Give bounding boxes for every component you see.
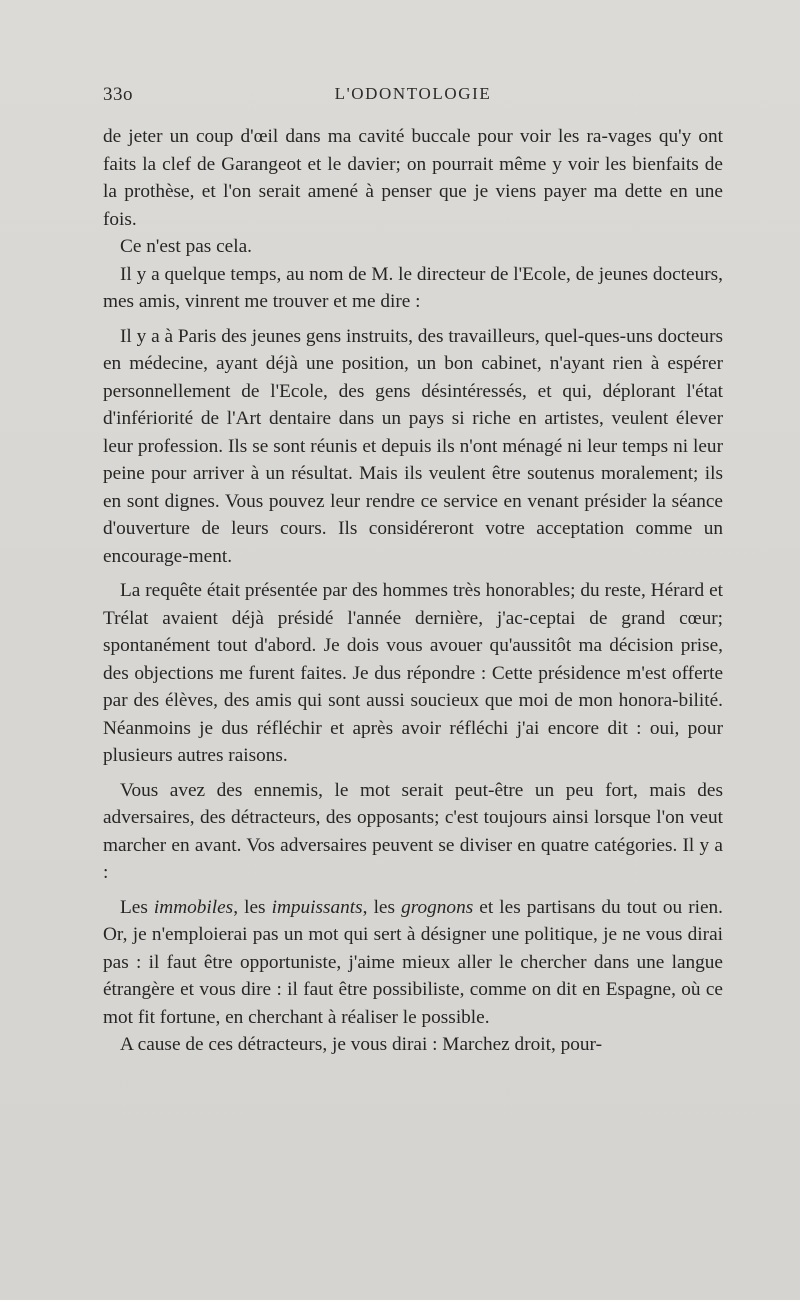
p7-text-3: , les — [362, 896, 402, 918]
paragraph-3: Il y a quelque temps, au nom de M. le directeur de l'Ecole, de jeunes docteurs, mes amis, vinrent me trouver et me dire : — [103, 263, 723, 312]
paragraph-7 — [103, 894, 723, 1032]
paragraph-6: Vous avez des ennemis, le mot serait peut-être un peu fort, mais des adversaires, des détracteurs, des opposants; c'est toujours ainsi lorsque l'on veut marcher en avant. Vos adversaires peuvent se diviser en quatre catégories. Il y a : — [103, 779, 723, 883]
p7-italic-grognons: grognons — [401, 896, 474, 918]
p7-text-1: Les — [120, 896, 154, 918]
running-title: L'ODONTOLOGIE — [334, 84, 492, 103]
paragraph-2: Ce n'est pas cela. — [120, 236, 252, 257]
paragraph-5: La requête était présentée par des hommes très honorables; du reste, Hérard et Trélat avaient déjà présidé l'année dernière, j'ac-ceptai de grand cœur; spontanément tout d'abord. Je dois vous avouer qu'aussitôt ma décision prise, des objections me furent faites. Je dus répondre : Cette présidence m'est offerte par des élèves, des amis qui sont aussi soucieux que moi de mon honora-bilité. Néanmoins je dus réfléchir et après avoir réfléchi j'ai encore dit : oui, pour plusieurs autres raisons. — [103, 580, 723, 766]
body-text — [103, 123, 723, 1059]
p7-text-4: et les partisans du tout ou rien. Or, je n'emploierai pas un mot qui sert à désigner une politique, je ne vous dirai pas : il faut être opportuniste, j'aime mieux aller le chercher dans une langue étrangère et vous dire : il faut être possibiliste, comme on dit en Espagne, où ce mot fit fortune, en cherchant à réaliser le possible. — [103, 896, 723, 1028]
page-number: 33o — [103, 84, 133, 105]
p7-italic-impuissants: impuissants — [271, 896, 363, 918]
p7-italic-immobiles: immobiles — [153, 896, 234, 918]
paragraph-1: de jeter un coup d'œil dans ma cavité buccale pour voir les ra-vages qu'y ont faits la clef de Garangeot et le davier; on pourrait même y voir les bienfaits de la prothèse, et l'on serait amené à penser que je viens payer ma dette en une fois. — [103, 126, 723, 230]
p7-text-2: , les — [233, 896, 272, 918]
paragraph-8: A cause de ces détracteurs, je vous dirai : Marchez droit, pour- — [120, 1034, 602, 1055]
page-header — [103, 84, 723, 114]
paragraph-4: Il y a à Paris des jeunes gens instruits, des travailleurs, quel-ques-uns docteurs en médecine, ayant déjà une position, un bon cabinet, n'ayant rien à espérer personnellement de l'Ecole, des gens désintéressés, et qui, déplorant l'état d'infériorité de l'Art dentaire dans un pays si riche en artistes, veulent élever leur profession. Ils se sont réunis et depuis ils n'ont ménagé ni leur temps ni leur peine pour arriver à un résultat. Mais ils veulent être soutenus moralement; ils en sont dignes. Vous pouvez leur rendre ce service en venant présider la séance d'ouverture de leurs cours. Ils considéreront votre acceptation comme un encourage-ment. — [103, 325, 723, 567]
